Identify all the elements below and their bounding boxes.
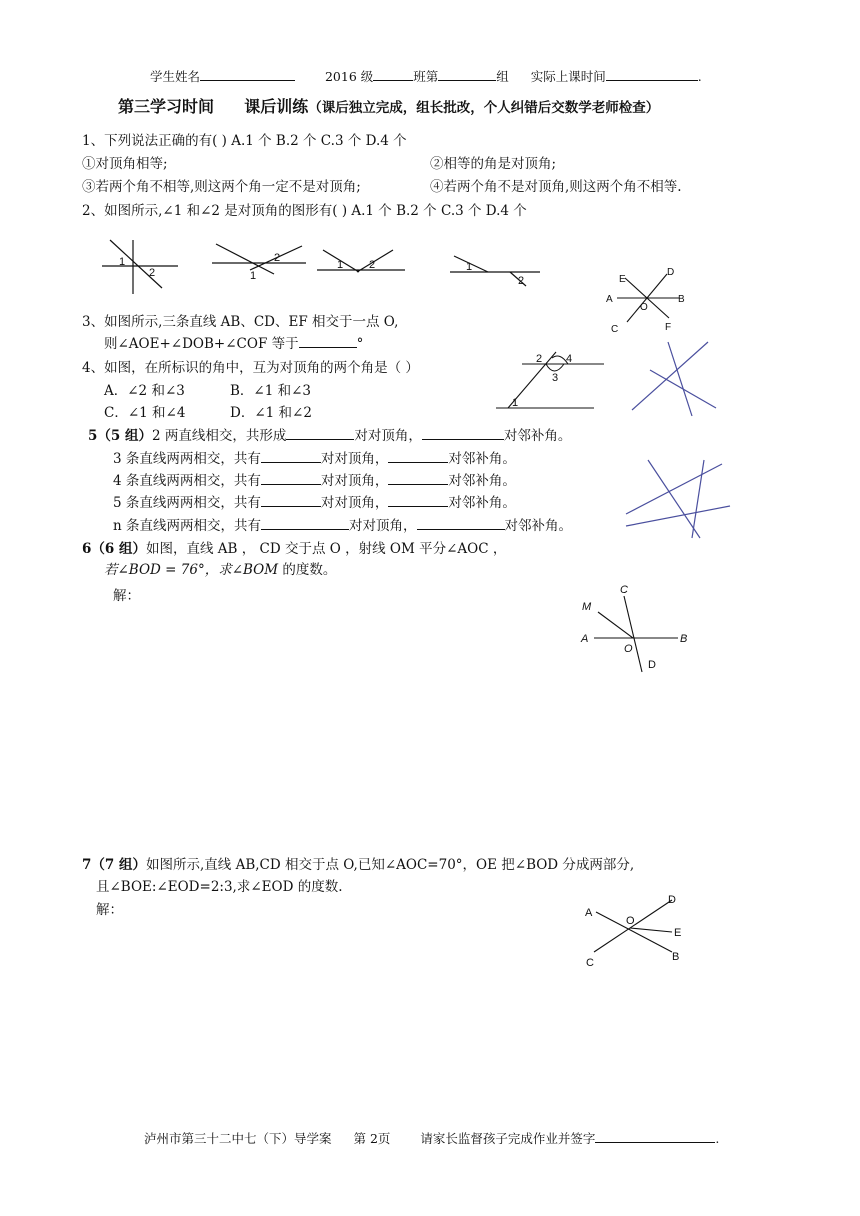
q1-statement-1: ①对顶角相等; — [82, 156, 168, 172]
q4-label-2: 2 — [536, 353, 543, 365]
q5-figure-four-lines — [622, 456, 732, 541]
footer — [144, 1130, 719, 1148]
student-name-label: 学生姓名 — [150, 69, 201, 84]
q3-line-1: 3、如图所示,三条直线 AB、CD、EF 相交于一点 O, — [82, 314, 399, 330]
q5-l5-text: n 条直线两两相交，共有 — [113, 518, 261, 534]
q2-fig4-label-2: 2 — [518, 275, 525, 287]
q5-l2-mid: 对对顶角， — [320, 451, 389, 467]
q4-figure — [494, 348, 609, 413]
q6-answer-label: 解： — [113, 588, 140, 604]
q5-l5-blank-2[interactable] — [417, 517, 505, 530]
group-blank[interactable] — [438, 68, 496, 81]
class-blank[interactable] — [373, 68, 413, 81]
q4-label-4: 4 — [566, 353, 573, 365]
q3-label-E: E — [619, 274, 626, 285]
q5-l4-blank-1[interactable] — [261, 494, 321, 507]
q5-l1-blank-2[interactable] — [422, 427, 504, 440]
q3-label-B: B — [678, 294, 685, 305]
q2-figure-1 — [100, 236, 190, 296]
q4-option-b[interactable]: B．∠1 和∠3 — [230, 383, 312, 399]
student-name-blank[interactable] — [200, 68, 295, 81]
q2-fig1-label-1: 1 — [119, 256, 126, 268]
q3-line-2-text: 则∠AOE+∠DOB+∠COF 等于 — [104, 336, 299, 352]
q1-statement-2: ②相等的角是对顶角; — [430, 156, 557, 172]
q7-line-2: 且∠BOE:∠EOD=2:3,求∠EOD 的度数. — [96, 879, 343, 895]
q7-label-D: D — [668, 894, 676, 906]
q5-l2-text: 3 条直线两两相交，共有 — [113, 451, 261, 467]
q3-label-D: D — [667, 267, 675, 278]
class-time-label: 实际上课时间 — [530, 69, 606, 84]
q5-l4-mid: 对对顶角， — [320, 495, 389, 511]
q4-option-a[interactable]: A．∠2 和∠3 — [104, 383, 185, 399]
q2-stem: 2、如图所示,∠1 和∠2 是对顶角的图形有( ) A.1 个 B.2 个 C.3 个 D.4 个 — [82, 203, 527, 219]
q4-label-1: 1 — [512, 397, 519, 409]
q5-l4-text: 5 条直线两两相交，共有 — [113, 495, 261, 511]
q5-l1-blank-1[interactable] — [286, 427, 354, 440]
q6-line-2 — [104, 561, 336, 579]
q5-l3-mid: 对对顶角， — [320, 473, 389, 489]
q5-l5-mid: 对对顶角， — [349, 518, 417, 534]
q2-fig3-label-2: 2 — [369, 259, 376, 271]
q7-label-E: E — [674, 927, 682, 939]
q2-figure-2 — [210, 240, 310, 290]
q3-degree: ° — [356, 336, 364, 352]
section-title-a: 第三学习时间 — [118, 97, 215, 116]
class-label: 班第 — [413, 69, 439, 84]
q6-label-M: M — [582, 601, 592, 613]
q2-figure-3 — [313, 246, 408, 286]
q6-figure — [578, 582, 698, 677]
header-line — [150, 68, 702, 86]
section-title-b: 课后训练 — [244, 97, 309, 116]
q2-fig2-label-1: 1 — [250, 270, 257, 282]
q5-l2-blank-2[interactable] — [388, 450, 448, 463]
q7-label-B: B — [672, 951, 680, 963]
q3-figure — [603, 264, 693, 334]
q4-stem: 4、如图，在所标识的角中，互为对顶角的两个角是（ ） — [82, 360, 419, 376]
grade-label: 2016 级 — [324, 69, 374, 84]
q6-l2-end: 的度数。 — [282, 562, 337, 578]
q5-l3-text: 4 条直线两两相交，共有 — [113, 473, 261, 489]
q1-statement-4: ④若两个角不是对顶角,则这两个角不相等. — [430, 179, 682, 195]
q3-line-2 — [104, 335, 363, 353]
q2-fig3-label-1: 1 — [337, 259, 344, 271]
header-end: . — [697, 69, 702, 84]
footer-sign-text: 请家长监督孩子完成作业并签字 — [420, 1131, 596, 1146]
q3-label-A: A — [606, 294, 613, 305]
q2-fig2-label-2: 2 — [274, 252, 281, 264]
q5-l2-end: 对邻补角。 — [448, 451, 516, 467]
q5-line-4 — [113, 494, 516, 512]
q5-line-2 — [113, 450, 516, 468]
q5-line-5 — [113, 517, 572, 535]
q6-label-C: C — [620, 584, 628, 596]
section-note: （课后独立完成，组长批改，个人纠错后交数学老师检查） — [308, 100, 660, 116]
footer-school: 泸州市第三十二中七（下）导学案 — [144, 1131, 332, 1146]
q6-l2-text: 若∠BOD = 76°，求∠BOM — [104, 562, 279, 578]
q4-label-3: 3 — [552, 372, 559, 384]
q5-l4-end: 对邻补角。 — [448, 495, 516, 511]
q2-figure-4 — [448, 250, 543, 290]
q5-l3-blank-2[interactable] — [388, 472, 448, 485]
q7-l1-text: 如图所示,直线 AB,CD 相交于点 O,已知∠AOC=70°，OE 把∠BOD 分成两部分, — [146, 857, 635, 873]
q7-label-O: O — [626, 915, 635, 927]
q3-label-O: O — [640, 302, 648, 313]
q3-label-F: F — [665, 322, 672, 333]
q5-label: 5（5 组） — [88, 428, 152, 444]
q6-label-B: B — [680, 633, 688, 645]
q4-option-d[interactable]: D．∠1 和∠2 — [230, 405, 312, 421]
q7-label-C: C — [586, 957, 594, 969]
q6-label-D: D — [648, 659, 656, 671]
q3-label-C: C — [611, 324, 619, 335]
q1-statement-3: ③若两个角不相等,则这两个角一定不是对顶角; — [82, 179, 361, 195]
parent-signature-blank[interactable] — [595, 1130, 715, 1143]
q6-line-1 — [82, 540, 506, 558]
q5-l3-end: 对邻补角。 — [448, 473, 516, 489]
section-title — [118, 96, 659, 119]
q4-option-c[interactable]: C．∠1 和∠4 — [104, 405, 186, 421]
q2-fig1-label-2: 2 — [149, 267, 156, 279]
q5-l1-mid: 对对顶角， — [354, 428, 422, 444]
q5-l3-blank-1[interactable] — [261, 472, 321, 485]
q7-figure — [582, 892, 692, 967]
q7-line-1 — [82, 856, 634, 874]
q1-stem: 1、下列说法正确的有( ) A.1 个 B.2 个 C.3 个 D.4 个 — [82, 133, 407, 149]
q5-l1-text: 2 两直线相交，共形成 — [152, 428, 287, 444]
q5-l5-blank-1[interactable] — [261, 517, 349, 530]
q5-l1-end: 对邻补角。 — [503, 428, 572, 444]
q5-line-3 — [113, 472, 516, 490]
q2-fig4-label-1: 1 — [466, 261, 473, 273]
q6-label: 6（6 组） — [82, 541, 146, 557]
q6-l1-text: 如图，直线 AB ， CD 交于点 O ，射线 OM 平分∠AOC ， — [146, 541, 507, 557]
q7-label-A: A — [585, 907, 593, 919]
group-label: 组 — [496, 69, 509, 84]
q5-line-1 — [88, 427, 571, 445]
q7-label: 7（7 组） — [82, 857, 146, 873]
footer-end: . — [715, 1131, 720, 1146]
q5-figure-three-lines — [630, 338, 720, 418]
q6-label-O: O — [624, 643, 633, 655]
q5-l2-blank-1[interactable] — [261, 450, 321, 463]
q5-l5-end: 对邻补角。 — [504, 518, 572, 534]
q3-answer-blank[interactable] — [299, 335, 357, 348]
class-time-blank[interactable] — [606, 68, 698, 81]
footer-page: 第 2页 — [353, 1131, 391, 1146]
q6-label-A: A — [581, 633, 589, 645]
q5-l4-blank-2[interactable] — [388, 494, 448, 507]
q7-answer-label: 解： — [96, 902, 123, 918]
